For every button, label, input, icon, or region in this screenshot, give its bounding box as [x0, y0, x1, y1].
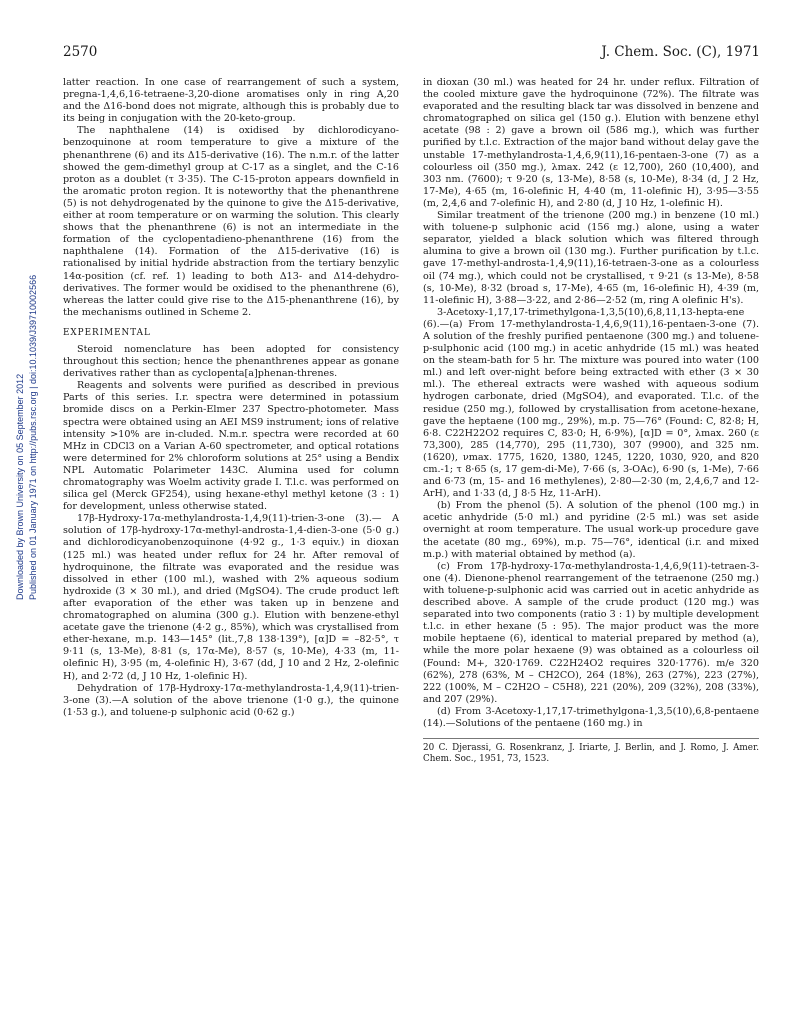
watermark-download-line: Downloaded by Brown University on 05 September 2012 [15, 373, 25, 600]
left-column [63, 77, 399, 997]
watermark-text [14, 260, 44, 600]
paragraph-tetraenone: Similar treatment of the trienone (200 mg.) in benzene (10 ml.) with toluene-p sulphonic acid (156 mg.) alone, using a water separator, yielded a black solution which was filtered through alumina to give a brown oil (130 mg.). Further purification by t.l.c. gave 17-methyl-androsta-1,4,9(11),16-tetraen-3-one as a colourless oil (74 mg.), which could not be crystallised, τ 9·21 (s 13-Me), 8·58 (s, 10-Me), 8·32 (broad s, 17-Me), 4·65 (m, 16-olefinic H), 4·39 (m, 11-olefinic H), 3·88—3·22, and 2·86—2·52 (m, ring A olefinic H's). [423, 210, 759, 306]
page-number: 2570 [63, 44, 98, 60]
paragraph-heptaene-method-d: (d) From 3-Acetoxy-1,17,17-trimethylgona-1,3,5(10),6,8-pentaene (14).—Solutions of the pentaene (160 mg.) in [423, 705, 759, 729]
paragraph-trienone-synthesis: 17β-Hydroxy-17α-methylandrosta-1,4,9(11)-trien-3-one (3).— A solution of 17β-hydroxy-17α-methyl-androsta-1,4-dien-3-one (5·0 g.) and dichlorodicyanobenzoquinone (4·92 g., 1·3 equiv.) in dioxan (125 ml.) was heated under reflux for 24 hr. After removal of hydroquinone, the filtrate was evaporated and the residue was dissolved in ether (100 ml.), washed with 2% aqueous sodium hydroxide (3 × 30 ml.), and dried (MgSO4). The crude product left after evaporation of the ether was taken up in benzene and chromatographed on alumina (300 g.). Elution with benzene-ethyl acetate gave the trienone (4·2 g., 85%), which was crystallised from ether-hexane, m.p. 143—145° (lit.,7,8 138·139°), [α]D = –82·5°, τ 9·11 (s, 13-Me), 8·81 (s, 17α-Me), 8·57 (s, 10-Me), 4·33 (m, 11-olefinic H), 3·95 (m, 4-olefinic H), 3·67 (dd, J 10 and 2 Hz, 2-olefinic H), and 2·72 (d, J 10 Hz, 1-olefinic H). [63, 513, 399, 682]
paragraph-reagents: Reagents and solvents were purified as described in previous Parts of this series. I.r. spectra were determined in potassium bromide discs on a Perkin-Elmer 237 Spectro-photometer. Mass spectra were obtained using an AEI MS9 instrument; ions of relative intensity >10% are in-cluded. N.m.r. spectra were recorded at 60 MHz in CDCl3 on a Varian A-60 spectrometer, and optical rotations were determined for 2% chloroform solutions at 25° using a Bendix NPL Automatic Polarimeter 143C. Alumina used for column chromatography was Woelm activity grade I. T.l.c. was performed on silica gel (Merck GF254), using hexane-ethyl methyl ketone (3 : 1) for development, unless otherwise stated. [63, 380, 399, 513]
paragraph-nomenclature: Steroid nomenclature has been adopted for consistency throughout this section; hence the phenanthrenes appear as gonane derivatives rather than as cyclopenta[a]phenan-threnes. [63, 343, 399, 380]
page-header [63, 44, 760, 64]
right-column [423, 77, 759, 997]
section-heading-experimental: EXPERIMENTAL [63, 327, 151, 338]
paragraph-naphthalene-oxidation: The naphthalene (14) is oxidised by dichlorodicyano-benzoquinone at room temperature to give a mixture of the phenanthrene (6) and its Δ15-derivative (16). The n.m.r. of the latter showed the gem-dimethyl group at C-17 as a singlet, and the C-16 proton as a doublet (τ 3·35). The C-15-proton appears downfield in the aromatic proton region. It is noteworthy that the phenanthrene (5) is not dehydrogenated by the quinone to give the Δ15-derivative, either at room temperature or on warming the solution. This clearly shows that the phenanthrene (6) is not an intermediate in the formation of the cyclopentadieno-phenanthrene (16) from the naphthalene (14). Formation of the Δ15-derivative (16) is rationalised by initial hydride abstraction from the tertiary benzylic 14α-position (cf. ref. 1) leading to both Δ13- and Δ14-dehydro-derivatives. The former would be oxidised to the phenanthrene (6), whereas the latter could give rise to the Δ15-phenanthrene (16), by the mechanisms outlined in Scheme 2. [63, 125, 399, 318]
watermark-doi-line: Published on 01 January 1971 on http://pubs.rsc.org | doi:10.1039/J39710002566 [28, 274, 38, 600]
download-watermark [14, 260, 44, 600]
paragraph-dehydration: Dehydration of 17β-Hydroxy-17α-methylandrosta-1,4,9(11)-trien-3-one (3).—A solution of the above trienone (1·0 g.), the quinone (1·53 g.), and toluene-p sulphonic acid (0·62 g.) [63, 682, 399, 718]
footnote-reference: 20 C. Djerassi, G. Rosenkranz, J. Iriarte, J. Berlin, and J. Romo, J. Amer. Chem. Soc., 1951, 73, 1523. [423, 738, 759, 765]
paragraph-heptaene-method-c: (c) From 17β-hydroxy-17α-methylandrosta-1,4,6,9(11)-tetraen-3-one (4). Dienone-phenol rearrangement of the tetraenone (250 mg.) with toluene-p-sulphonic acid was carried out in acetic anhydride as described above. A sample of the crude product (120 mg.) was separated into two components (ratio 3 : 1) by multiple development t.l.c. in ether hexane (5 : 95). The major product was the more mobile heptaene (6), identical to material prepared by method (a), while the more polar hexaene (9) was obtained as a colourless oil (Found: M+, 320·1769. C22H24O2 requires 320·1776). m/e 320 (62%), 278 (63%, M – CH2CO), 264 (18%), 263 (27%), 223 (27%), 222 (100%, M – C2H2O – C5H8), 221 (20%), 209 (32%), 208 (33%), and 207 (29%). [423, 560, 759, 705]
journal-citation: J. Chem. Soc. (C), 1971 [601, 44, 760, 60]
paragraph-heptaene-method-b: (b) From the phenol (5). A solution of the phenol (100 mg.) in acetic anhydride (5·0 ml.) and pyridine (2·5 ml.) was set aside overnight at room temperature. The usual work-up procedure gave the acetate (80 mg., 69%), m.p. 75—76°, identical (i.r. and mixed m.p.) with material obtained by method (a). [423, 500, 759, 560]
paragraph-pentaenone: in dioxan (30 ml.) was heated for 24 hr. under reflux. Filtration of the cooled mixture gave the hydroquinone (72%). The filtrate was evaporated and the resulting black tar was dissolved in benzene and chromatographed on silica gel (150 g.). Elution with benzene ethyl acetate (98 : 2) gave a brown oil (586 mg.), which was further purified by t.l.c. Extraction of the major band without delay gave the unstable 17-methylandrosta-1,4,6,9(11),16-pentaen-3-one (7) as a colourless oil (350 mg.), λmax. 242 (ε 12,700), 260 (10,400), and 303 nm. (7600); τ 9·20 (s, 13-Me), 8·58 (s, 10-Me), 8·34 (d, J 2 Hz, 17-Me), 4·65 (m, 16-olefinic H, 4·40 (m, 11-olefinic H), 3·95—3·55 (m, 2,4,6 and 7-olefinic H), and 2·80 (d, J 10 Hz, 1-olefinic H). [423, 77, 759, 209]
paragraph-heptaene-method-a: 3-Acetoxy-1,17,17-trimethylgona-1,3,5(10),6,8,11,13-hepta-ene (6).—(a) From 17-methylandrosta-1,4,6,9(11),16-pentaen-3-one (7). A solution of the freshly purified pentaenone (300 mg.) and toluene-p-sulphonic acid (100 mg.) in acetic anhydride (15 ml.) was heated on the steam-bath for 5 hr. The mixture was poured into water (100 ml.) and left over-night before being extracted with ether (3 × 30 ml.). The ethereal extracts were washed with aqueous sodium hydrogen carbonate, dried (MgSO4), and evaporated. T.l.c. of the residue (250 mg.), followed by crystallisation from acetone-hexane, gave the heptaene (100 mg., 29%), m.p. 75—76° (Found: C, 82·8; H, 6·8. C22H22O2 requires C, 83·0; H, 6·9%), [α]D = 0°, λmax. 260 (ε 73,300), 285 (14,770), 295 (11,730), 307 (9900), and 325 nm. (1620), νmax. 1775, 1620, 1380, 1245, 1220, 1030, 920, and 820 cm.-1; τ 8·65 (s, 17 gem-di-Me), 7·66 (s, 3-OAc), 6·90 (s, 1-Me), 7·66 and 6·73 (m, 15- and 16 methylenes), 2·80—2·30 (m, 2,4,6,7 and 12-ArH), and 1·33 (d, J 8·5 Hz, 11-ArH). [423, 306, 759, 500]
paragraph-rearrangement: latter reaction. In one case of rearrangement of such a system, pregna-1,4,6,16-tetraene-3,20-dione aromatises only in ring A,20 and the Δ16-bond does not migrate, although this is probably due to its being in conjugation with the 20-keto-group. [63, 77, 399, 125]
